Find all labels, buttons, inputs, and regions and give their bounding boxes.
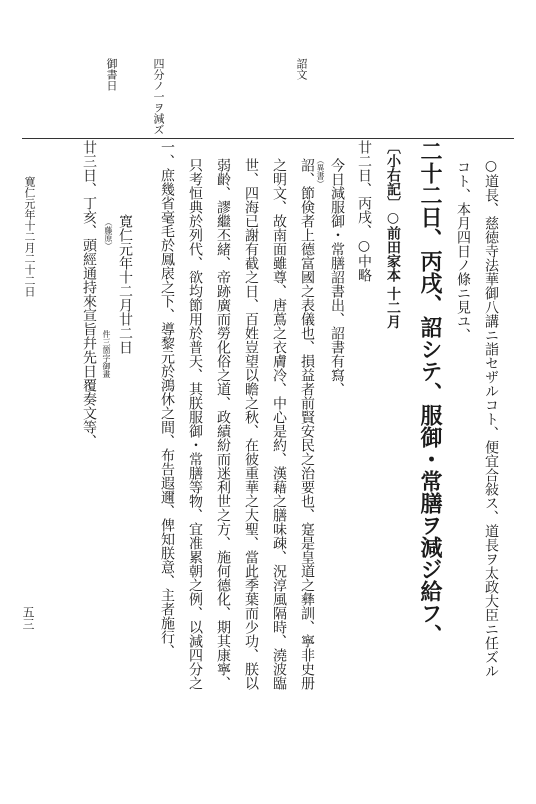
edict-line-6: 一、庶幾省毫毛於鳳扆之下、導黎元於鴻休之間、布告遐邇、俾知朕意、主者施行、 bbox=[159, 140, 175, 658]
margin-note-shibun: 四分ノ一ヲ減ズ bbox=[152, 58, 165, 135]
page-number: 五三 bbox=[21, 606, 35, 630]
edict-line-5: 只考恒典於列代、欲均節用於普天、其朕服御・常膳等物、宜准累朝之例、以減四分之 bbox=[187, 158, 203, 690]
margin-heading-goshobi: 御書日 bbox=[105, 58, 118, 91]
edict-date: 寛仁元年十二月廿二日 bbox=[117, 214, 133, 354]
edict-line-4: 弱齡、謬繼丕緒、帝跡廣而勞化俗之道、政績紛而迷利世之方、施何德化、期其康寧、 bbox=[215, 158, 231, 690]
text-column-2: コト、本月四日ノ條ニ見ユ、 bbox=[455, 160, 471, 342]
inline-note-ishou: （異書） bbox=[316, 156, 325, 188]
edict-line-1: 詔、節倹者上德富國之表儀也、損益者前賢安民之治要也、寔是皇道之彝訓、寧非史册 bbox=[299, 158, 315, 690]
header-rule bbox=[22, 138, 514, 139]
text-column-6: 今日減服御・常膳詔書出、詔書有寫、 bbox=[329, 158, 345, 396]
running-footer-date: 寛仁元年十二月二十二日 bbox=[23, 176, 36, 297]
inline-note-gokaku: 件三箇字御畫 bbox=[102, 330, 111, 378]
margin-heading-shobun: 詔文 bbox=[295, 58, 308, 80]
text-column-1: ○道長、慈徳寺法華御八講ニ詣セザルコト、便宜合敍ス、道長ヲ太政大臣ニ任ズル bbox=[483, 158, 499, 678]
edict-line-3: 世、四海已謝有截之日、百姓豈望以瞻之秋、在彼重華之大聖、當此季葉而少功、朕以 bbox=[243, 158, 259, 690]
text-column-last: 廿三日、丁亥、頭經通持來宣旨幷先日覆奏文等、 bbox=[81, 140, 97, 448]
entry-heading: 二十二日、丙戌、詔シテ、服御・常膳ヲ減ジ給フ、 bbox=[417, 140, 443, 646]
source-citation: 〔小右記〕○前田家本 十二月 bbox=[385, 140, 401, 329]
edict-line-2: 之明文、故南面雖尊、唐蔦之衣膚冷、中心是約、漢藉之膳味疎、況淳風隔時、澆波臨 bbox=[271, 158, 287, 690]
inline-note-fujiwara: （藤原） bbox=[104, 218, 113, 250]
text-column-5: 廿二日、丙戌、○中略 bbox=[356, 140, 372, 282]
